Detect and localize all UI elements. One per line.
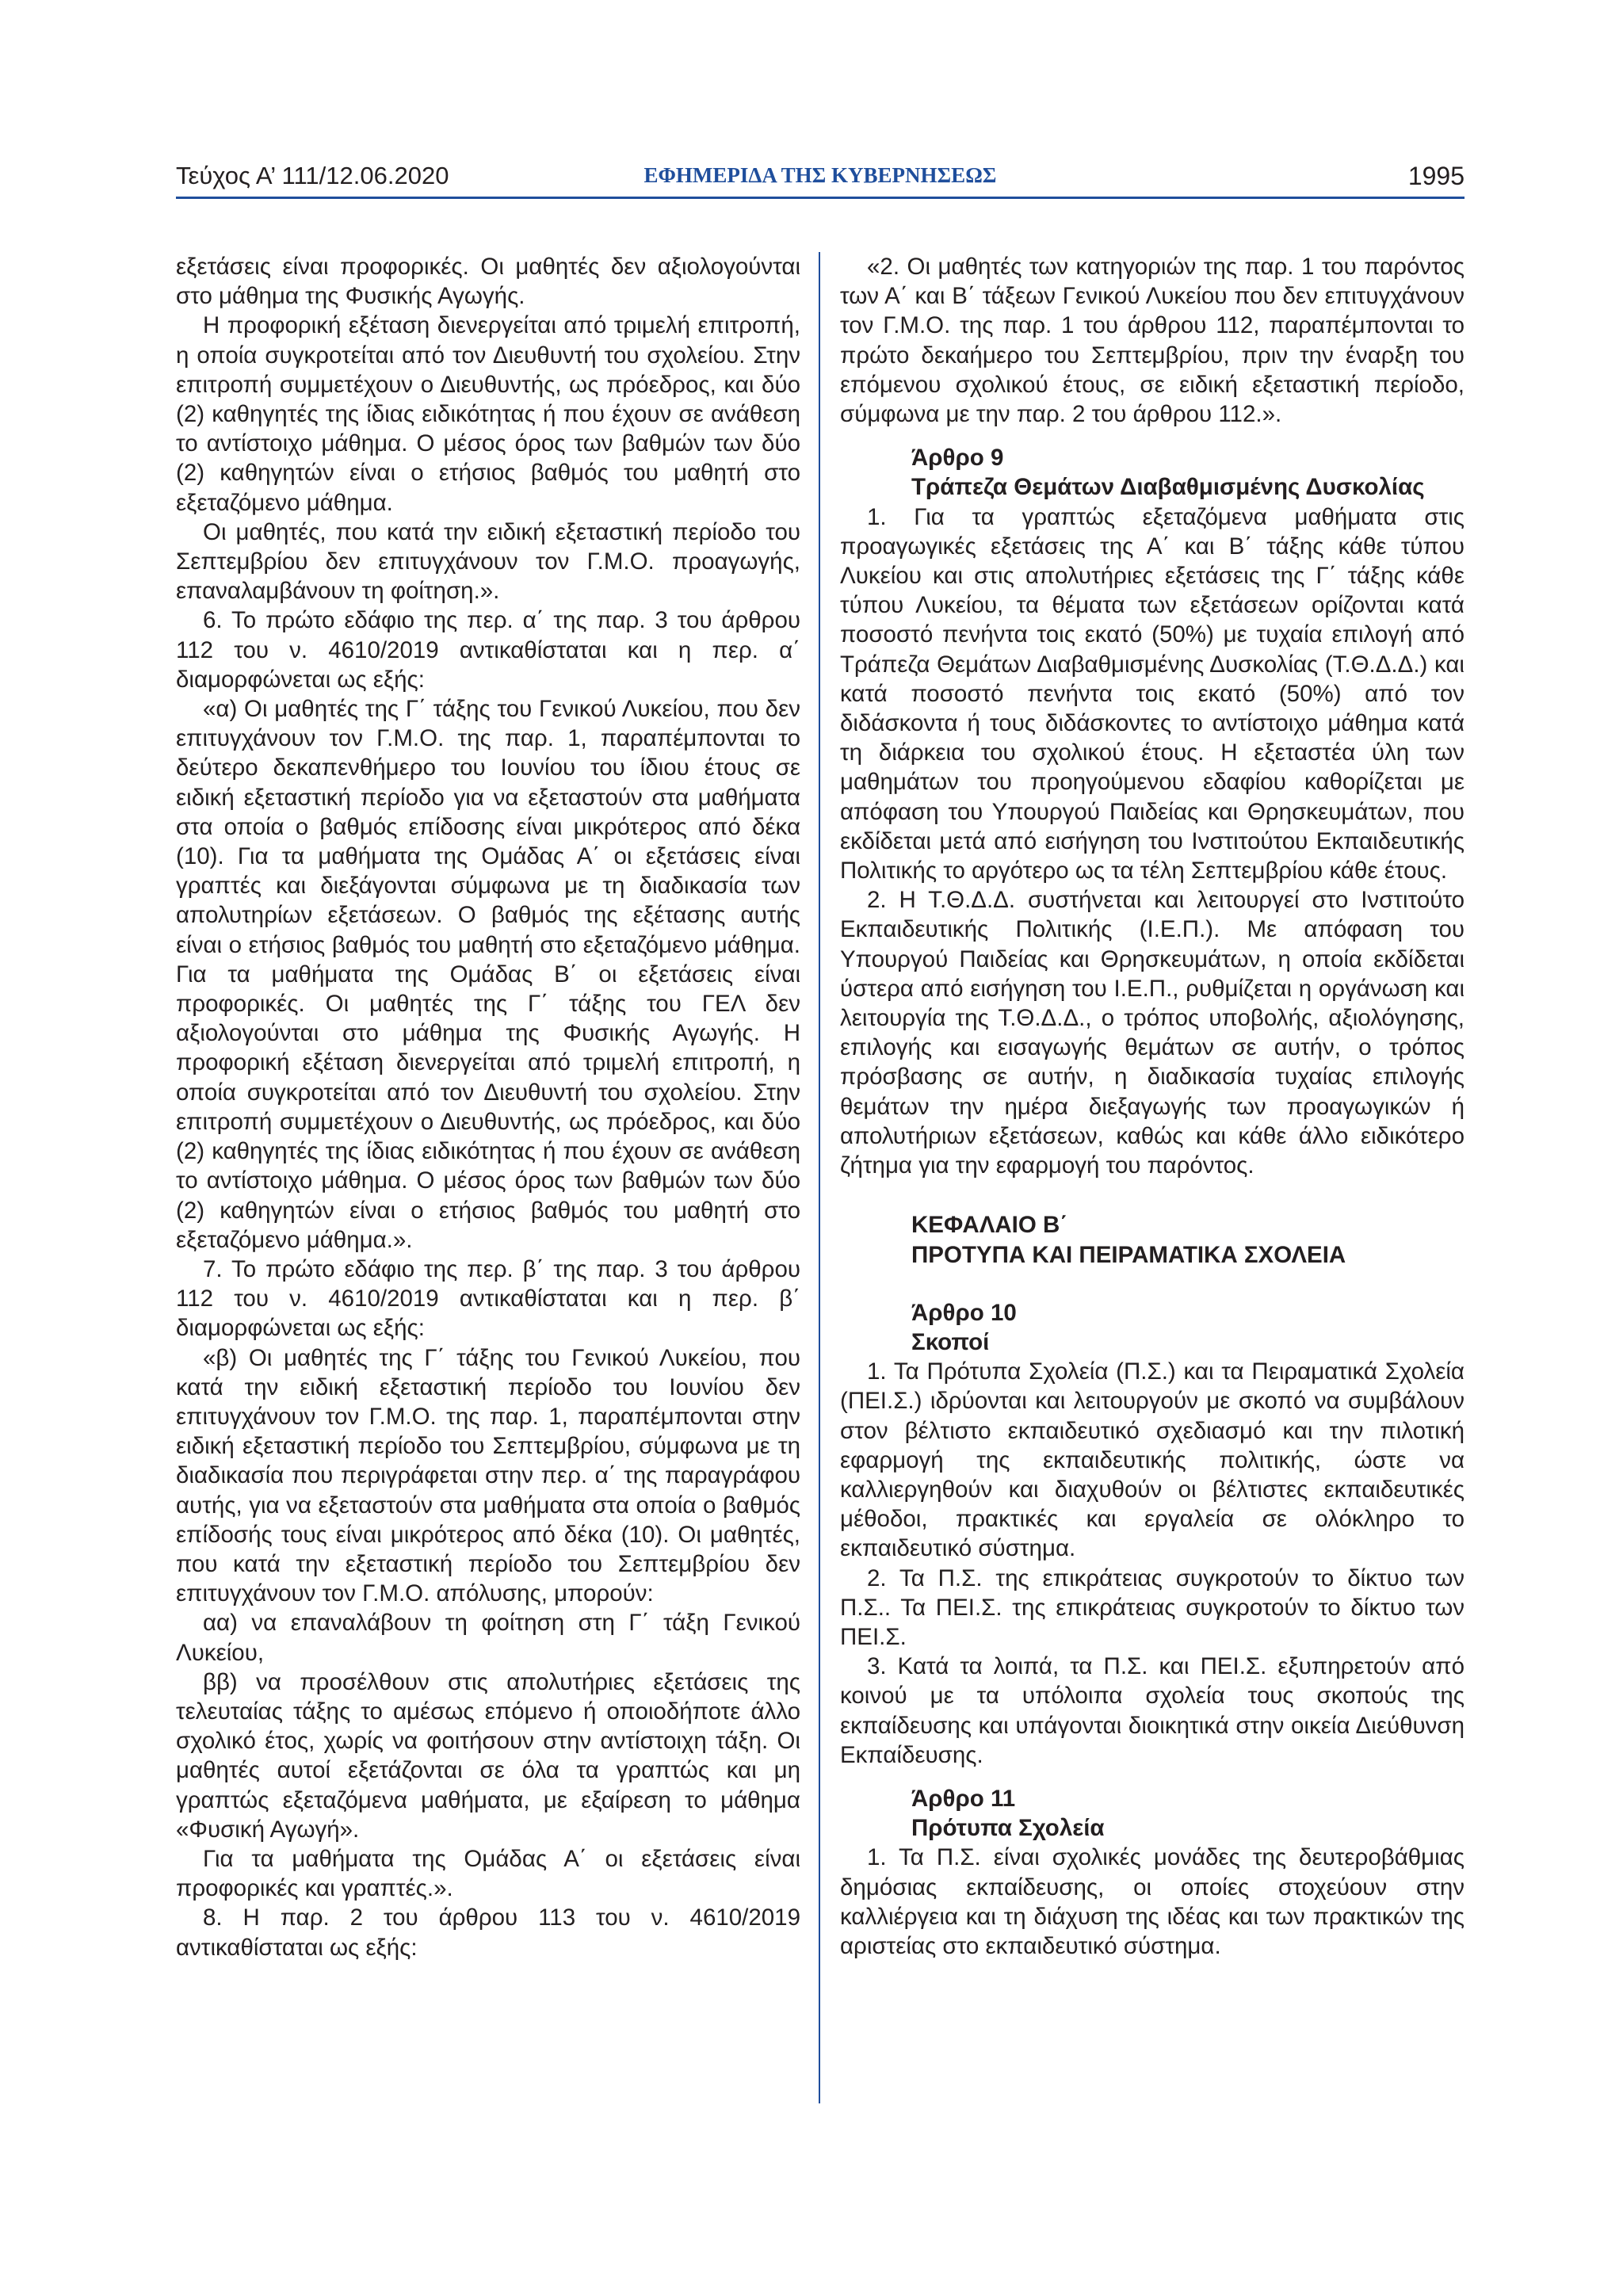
article-11-title: Πρότυπα Σχολεία	[911, 1815, 1105, 1842]
paragraph: 7. Το πρώτο εδάφιο της περ. β΄ της παρ. 3 του άρθρου 112 του ν. 4610/2019 αντικαθίσταται και η περ. β΄ διαμορφώνεται ως εξής:	[176, 1255, 800, 1342]
paragraph: 3. Κατά τα λοιπά, τα Π.Σ. και ΠΕΙ.Σ. εξυπηρετούν από κοινού με τα υπόλοιπα σχολεία τους σκοπούς της εκπαίδευσης και υπάγονται διοικητικά στην οικεία Διεύθυνση Εκπαίδευσης.	[840, 1653, 1465, 1768]
article-10-label: Άρθρο 10	[911, 1299, 1017, 1326]
paragraph: «β) Οι μαθητές της Γ΄ τάξης του Γενικού Λυκείου, που κατά την ειδική εξεταστική περίοδο του Ιουνίου δεν επιτυγχάνουν τον Γ.Μ.Ο. της παρ. 1, παραπέμπονται στην ειδική εξεταστική περίοδο του Σεπτεμβρίου, σύμφωνα με τη διαδικασία που περιγράφεται στην περ. α΄ της παραγράφου αυτής, για να εξεταστούν στα μαθήματα στα οποία ο βαθμός επίδοσής τους είναι μικρότερος από δέκα (10). Οι μαθητές, που κατά την εξεταστική περίοδο του Σεπτεμβρίου δεν επιτυγχάνουν τον Γ.Μ.Ο. απόλυσης, μπορούν:	[176, 1344, 800, 1607]
paragraph: 2. Η Τ.Θ.Δ.Δ. συστήνεται και λειτουργεί στο Ινστιτούτο Εκπαιδευτικής Πολιτικής (Ι.Ε.Π.). Με απόφαση του Υπουργού Παιδείας και Θρησκευμάτων, η οποία εκδίδεται ύστερα από εισήγηση του Ι.Ε.Π., ρυθμίζεται η οργάνωση και λειτουργία της Τ.Θ.Δ.Δ., ο τρόπος υποβολής, αξιολόγησης, επιλογής και εισαγωγής θεμάτων σε αυτήν, ο τρόπος πρόσβασης σε αυτήν, η διαδικασία τυχαίας επιλογής θεμάτων την ημέρα διεξαγωγής των προαγωγικών ή απολυτήριων εξετάσεων, καθώς και κάθε άλλο ειδικότερο ζήτημα για την εφαρμογή του παρόντος.	[840, 887, 1465, 1179]
chapter-label: ΚΕΦΑΛΑΙΟ Β΄	[911, 1212, 1068, 1239]
paragraph: Η προφορική εξέταση διενεργείται από τριμελή επιτροπή, η οποία συγκροτείται από τον Διευθυντή του σχολείου. Στην επιτροπή συμμετέχουν ο Διευθυντής, ως πρόεδρος, και δύο (2) καθηγητές της ίδιας ειδικότητας ή που έχουν σε ανάθεση το αντίστοιχο μάθημα. Ο μέσος όρος των βαθμών των δύο (2) καθηγητών είναι ο ετήσιος βαθμός του μαθητή στο εξεταζόμενο μάθημα.	[176, 312, 800, 516]
paragraph: Οι μαθητές, που κατά την ειδική εξεταστική περίοδο του Σεπτεμβρίου δεν επιτυγχάνουν τον Γ.Μ.Ο. προαγωγής, επαναλαμβάνουν τη φοίτηση.».	[176, 518, 800, 605]
page-header	[176, 162, 1465, 193]
paragraph: 6. Το πρώτο εδάφιο της περ. α΄ της παρ. 3 του άρθρου 112 του ν. 4610/2019 αντικαθίσταται και η περ. α΄ διαμορφώνεται ως εξής:	[176, 607, 800, 693]
chapter-title: ΠΡΟΤΥΠΑ ΚΑΙ ΠΕΙΡΑΜΑΤΙΚΑ ΣΧΟΛΕΙΑ	[911, 1241, 1346, 1268]
article-10-title: Σκοποί	[911, 1328, 990, 1355]
paragraph: 1. Τα Π.Σ. είναι σχολικές μονάδες της δευτεροβάθμιας δημόσιας εκπαίδευσης, οι οποίες στοχεύουν στην καλλιέργεια και τη διάχυση της ιδέας και των πρακτικών της αριστείας στο εκπαιδευτικό σύστημα.	[840, 1844, 1465, 1959]
paragraph: «α) Οι μαθητές της Γ΄ τάξης του Γενικού Λυκείου, που δεν επιτυγχάνουν τον Γ.Μ.Ο. της παρ. 1, παραπέμπονται το δεύτερο δεκαπενθήμερο του Ιουνίου του ίδιου έτους σε ειδική εξεταστική περίοδο για να εξεταστούν στα μαθήματα στα οποία ο βαθμός επίδοσης είναι μικρότερος από δέκα (10). Για τα μαθήματα της Ομάδας Α΄ οι εξετάσεις είναι γραπτές και διεξάγονται σύμφωνα με τη διαδικασία των απολυτηρίων εξετάσεων. Ο βαθμός της εξέτασης αυτής είναι ο ετήσιος βαθμός του μαθητή στο εξεταζόμενο μάθημα. Για τα μαθήματα της Ομάδας Β΄ οι εξετάσεις είναι προφορικές. Οι μαθητές της Γ΄ τάξης του ΓΕΛ δεν αξιολογούνται στο μάθημα της Φυσικής Αγωγής. Η προφορική εξέταση διενεργείται από τριμελή επιτροπή, η οποία συγκροτείται από τον Διευθυντή του σχολείου. Στην επιτροπή συμμετέχουν ο Διευθυντής, ως πρόεδρος, και δύο (2) καθηγητές της ίδιας ειδικότητας ή που έχουν σε ανάθεση το αντίστοιχο μάθημα. Ο μέσος όρος των βαθμών των δύο (2) καθηγητών είναι ο ετήσιος βαθμός του μαθητή στο εξεταζόμενο μάθημα.».	[176, 696, 800, 1253]
issue-label: Τεύχος Α’ 111/12.06.2020	[176, 162, 449, 189]
gazette-title: ΕΦΗΜΕΡΙΔΑ ΤΗΣ ΚΥΒΕΡΝΗΣΕΩΣ	[643, 163, 997, 187]
paragraph: ββ) να προσέλθουν στις απολυτήριες εξετάσεις της τελευταίας τάξης το αμέσως επόμενο ή οποιοδήποτε άλλο σχολικό έτος, χωρίς να φοιτήσουν στην αντίστοιχη τάξη. Οι μαθητές αυτοί εξετάζονται σε όλα τα γραπτώς και μη γραπτώς εξεταζόμενα μαθήματα, με εξαίρεση το μάθημα «Φυσική Αγωγή».	[176, 1668, 800, 1843]
paragraph: 2. Τα Π.Σ. της επικράτειας συγκροτούν το δίκτυο των Π.Σ.. Τα ΠΕΙ.Σ. της επικράτειας συγκροτούν το δίκτυο των ΠΕΙ.Σ.	[840, 1564, 1465, 1650]
paragraph: Για τα μαθήματα της Ομάδας Α΄ οι εξετάσεις είναι προφορικές και γραπτές.».	[176, 1845, 800, 1902]
paragraph: 1. Για τα γραπτώς εξεταζόμενα μαθήματα στις προαγωγικές εξετάσεις της Α΄ και Β΄ τάξης κάθε τύπου Λυκείου και στις απολυτήριες εξετάσεις της Γ΄ τάξης κάθε τύπου Λυκείου, τα θέματα των εξετάσεων ορίζονται κατά ποσοστό πενήντα τοις εκατό (50%) με τυχαία επιλογή από Τράπεζα Θεμάτων Διαβαθμισμένης Δυσκολίας (Τ.Θ.Δ.Δ.) και κατά ποσοστό πενήντα τοις εκατό (50%) από τον διδάσκοντα ή τους διδάσκοντες το αντίστοιχο μάθημα κατά τη διάρκεια του σχολικού έτους. Η εξεταστέα ύλη των μαθημάτων του προηγούμενου εδαφίου καθορίζεται με απόφαση του Υπουργού Παιδείας και Θρησκευμάτων, που εκδίδεται μετά από εισήγηση του Ινστιτούτου Εκπαιδευτικής Πολιτικής το αργότερο ως τα τέλη Σεπτεμβρίου κάθε έτους.	[840, 503, 1465, 884]
quoted-paragraph: «2. Οι μαθητές των κατηγοριών της παρ. 1 του παρόντος των Α΄ και Β΄ τάξεων Γενικού Λυκείου που δεν επιτυγχάνουν τον Γ.Μ.Ο. της παρ. 1 του άρθρου 112, παραπέμπονται το πρώτο δεκαήμερο του Σεπτεμβρίου, πριν την έναρξη του επόμενου σχολικού έτους, σε ειδική εξεταστική περίοδο, σύμφωνα με την παρ. 2 του άρθρου 112.».	[840, 254, 1465, 428]
header-rule	[176, 197, 1465, 199]
article-9-title: Τράπεζα Θεμάτων Διαβαθμισμένης Δυσκολίας	[911, 474, 1425, 501]
article-11-label: Άρθρο 11	[911, 1785, 1016, 1812]
left-column	[176, 252, 800, 1962]
article-9-label: Άρθρο 9	[911, 445, 1004, 472]
paragraph: εξετάσεις είναι προφορικές. Οι μαθητές δεν αξιολογούνται στο μάθημα της Φυσικής Αγωγής.	[176, 254, 800, 310]
page-number: 1995	[1407, 162, 1465, 190]
paragraph: 8. Η παρ. 2 του άρθρου 113 του ν. 4610/2019 αντικαθίσταται ως εξής:	[176, 1904, 800, 1961]
paragraph: 1. Τα Πρότυπα Σχολεία (Π.Σ.) και τα Πειραματικά Σχολεία (ΠΕΙ.Σ.) ιδρύονται και λειτουργούν με σκοπό να συμβάλουν στον βέλτιστο εκπαιδευτικό σχεδιασμό και την πιλοτική εφαρμογή της εκπαιδευτικής πολιτικής, ώστε να καλλιεργηθούν και διαχυθούν οι βέλτιστες εκπαιδευτικές μέθοδοι, πρακτικές και εργαλεία σε ολόκληρο το εκπαιδευτικό σύστημα.	[840, 1358, 1465, 1562]
right-column	[840, 252, 1465, 1961]
paragraph: αα) να επαναλάβουν τη φοίτηση στη Γ΄ τάξη Γενικού Λυκείου,	[176, 1610, 800, 1666]
column-divider	[819, 252, 820, 2103]
